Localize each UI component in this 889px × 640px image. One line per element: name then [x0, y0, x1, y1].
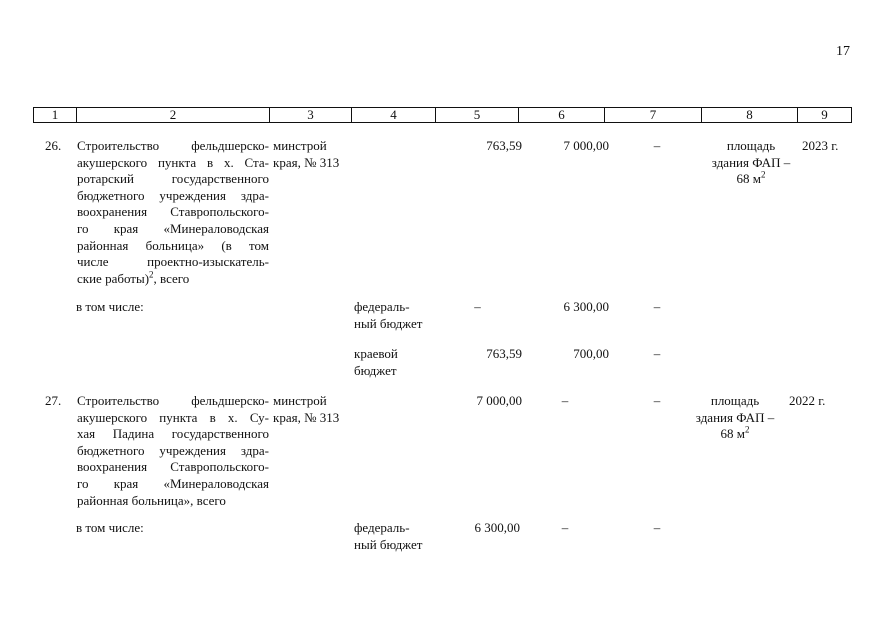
col7-value: –	[653, 346, 661, 361]
indicator: площадь здания ФАП – 68 $м^2$	[695, 393, 775, 442]
col7-value: –	[653, 520, 661, 535]
header-col-3: 3	[270, 108, 352, 123]
header-col-7: 7	[605, 108, 702, 123]
header-col-9: 9	[798, 108, 852, 123]
col7-value: –	[653, 393, 661, 408]
col5-value: 6 300,00	[474, 520, 520, 535]
col5-value: –	[474, 299, 481, 314]
col7-value: –	[653, 299, 661, 314]
col6-value: 6 300,00	[563, 299, 609, 314]
col5-value: 763,59	[486, 346, 522, 361]
including-label: в том числе:	[76, 299, 144, 314]
col7-value: –	[653, 138, 661, 153]
authority: минстрой края, № 313	[273, 393, 340, 425]
col6-value: 700,00	[573, 346, 609, 361]
row-number: 26.	[45, 138, 62, 153]
year: 2023 г.	[802, 138, 839, 153]
funding-source: федераль- ный бюджет	[354, 299, 423, 331]
header-col-8: 8	[702, 108, 798, 123]
authority: минстрой края, № 313	[273, 138, 340, 170]
header-col-1: 1	[34, 108, 77, 123]
object-name: Строительство фельдшерско- акушерского пункта в х. Ста- ротарский государственного бюджетного учреждения здра- воохранения Ставропольского- го края «Минераловодская районная больница» (в том числе проектно-изыскатель- ские работы)$^2$, всего	[77, 138, 269, 286]
col5-value: 7 000,00	[476, 393, 522, 408]
header-col-5: 5	[436, 108, 519, 123]
col6-value: –	[561, 520, 569, 535]
header-col-6: 6	[519, 108, 605, 123]
including-label: в том числе:	[76, 520, 144, 535]
column-number-header	[33, 107, 852, 123]
indicator: площадь здания ФАП – 68 $м^2$	[711, 138, 791, 187]
page-number: 17	[836, 44, 850, 59]
object-name: Строительство фельдшерско- акушерского пункта в х. Су- хая Падина государственного бюджетного учреждения здра- воохранения Ставропольского- го края «Минераловодская районная больница», всего	[77, 393, 269, 508]
col6-value: 7 000,00	[563, 138, 609, 153]
col5-value: 763,59	[486, 138, 522, 153]
header-col-4: 4	[352, 108, 436, 123]
funding-source: краевой бюджет	[354, 346, 398, 378]
year: 2022 г.	[789, 393, 826, 408]
header-col-2: 2	[77, 108, 270, 123]
col6-value: –	[561, 393, 569, 408]
row-number: 27.	[45, 393, 62, 408]
funding-source: федераль- ный бюджет	[354, 520, 423, 552]
